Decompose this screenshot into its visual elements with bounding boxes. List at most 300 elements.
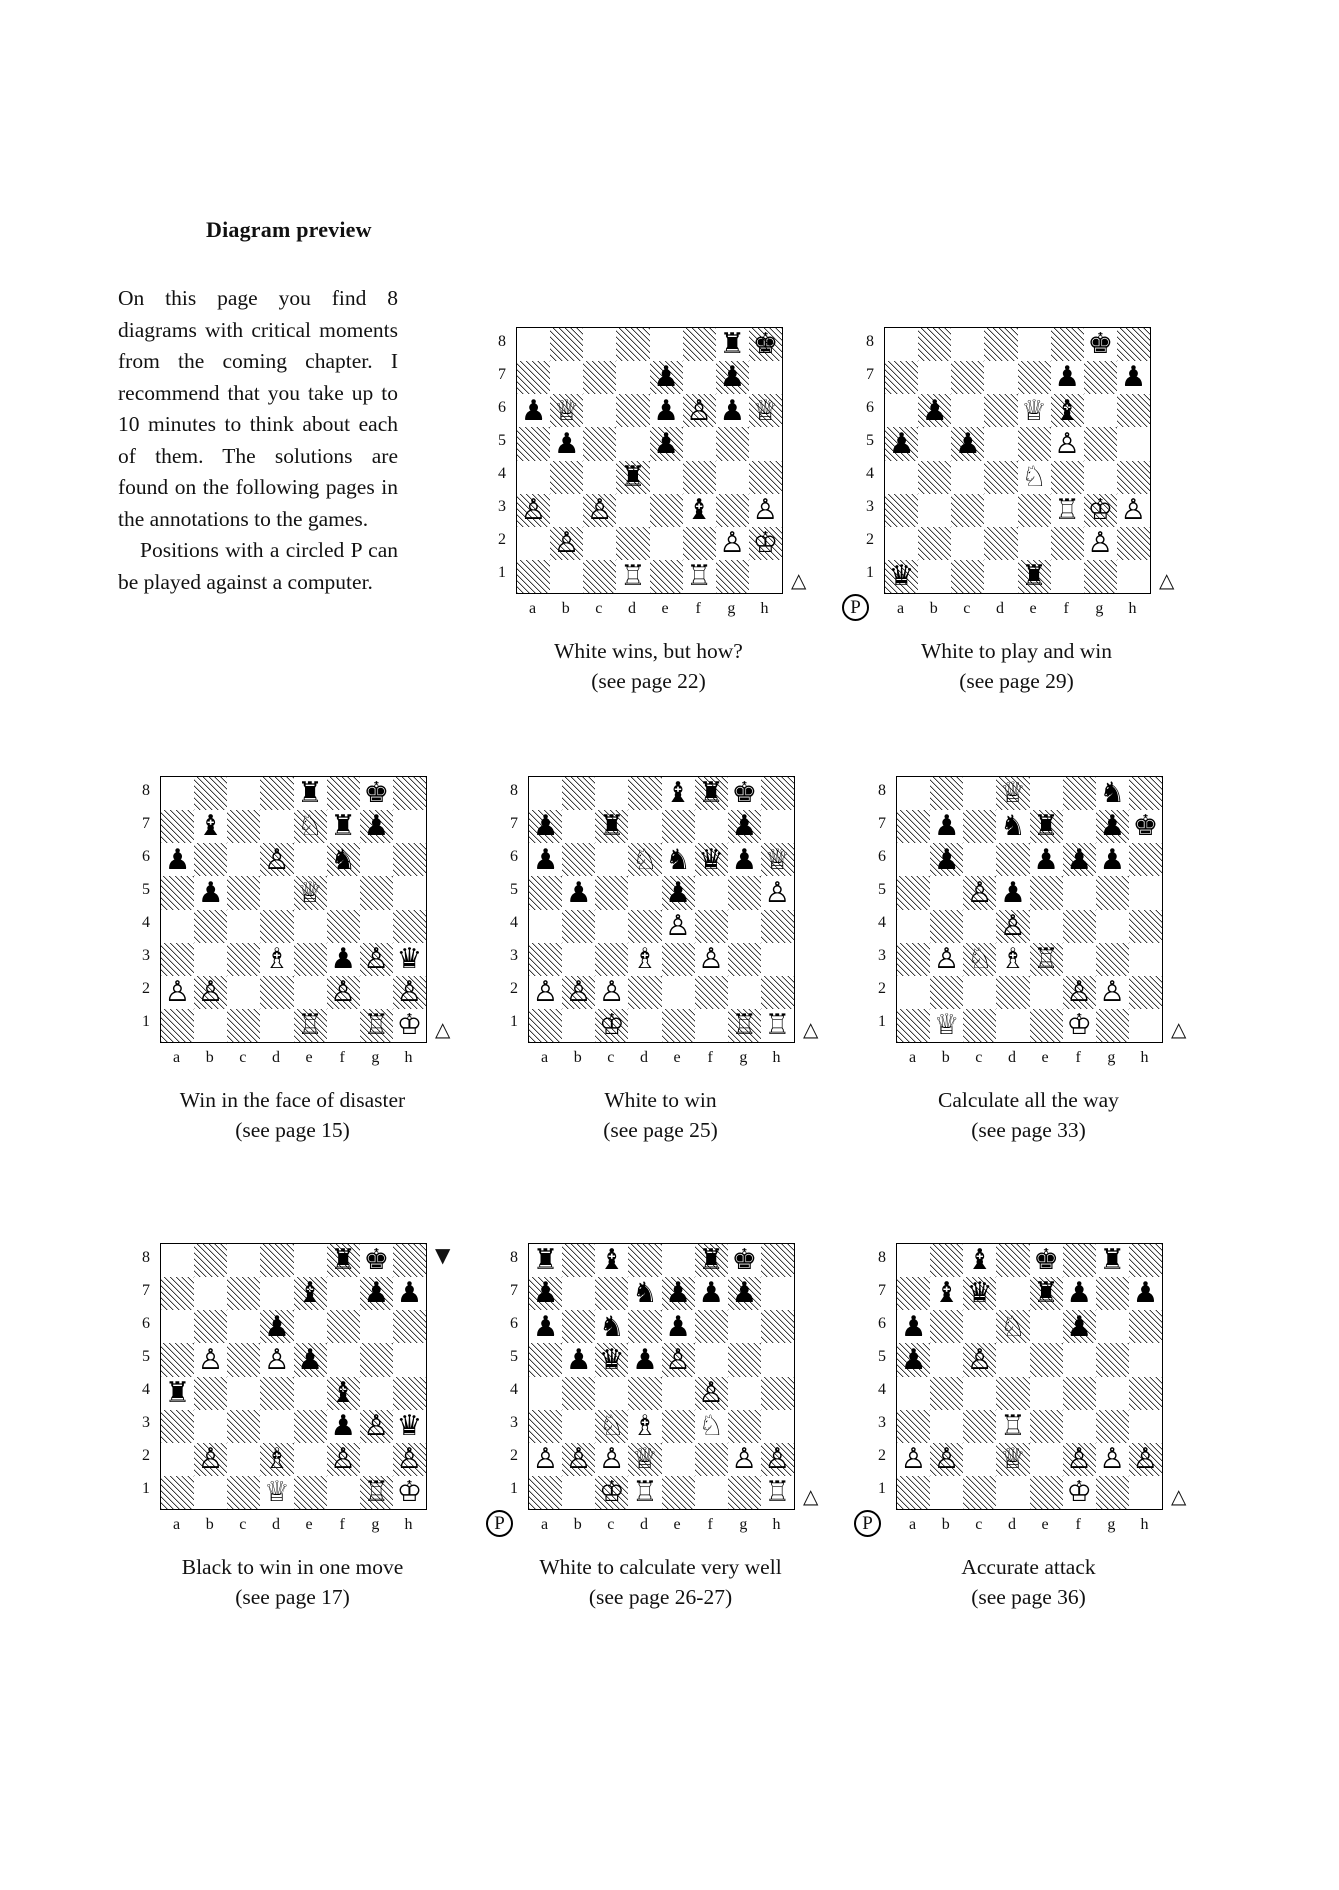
board-square-d4 xyxy=(984,461,1017,494)
board-square-g8 xyxy=(716,328,749,361)
board-square-h5 xyxy=(393,1343,426,1376)
board-square-e2 xyxy=(1018,527,1051,560)
board-square-f3 xyxy=(327,1410,360,1443)
board-square-g2 xyxy=(1096,1443,1129,1476)
board-square-a3 xyxy=(161,1410,194,1443)
board-square-f8 xyxy=(695,1244,728,1277)
rank-label-7: 7 xyxy=(510,814,518,832)
chess-piece-white-d3: ♗ xyxy=(632,1408,658,1442)
rank-label-4: 4 xyxy=(142,914,150,932)
board-square-g1 xyxy=(728,1476,761,1509)
board-square-g4 xyxy=(728,910,761,943)
chess-piece-white-f2: ♙ xyxy=(330,975,356,1009)
board-square-g5 xyxy=(1084,427,1117,460)
chess-piece-white-h5: ♙ xyxy=(764,875,791,909)
board-square-a2 xyxy=(529,1443,562,1476)
board-square-h7 xyxy=(393,1277,426,1310)
board-square-d8 xyxy=(616,328,649,361)
chess-piece-black-g8: ♚ xyxy=(1087,327,1114,361)
file-label-a: a xyxy=(909,1049,917,1066)
board-square-c1 xyxy=(227,1476,260,1509)
board-square-d3 xyxy=(996,943,1029,976)
board-square-h8 xyxy=(393,777,426,810)
board-square-h3 xyxy=(749,494,782,527)
chess-piece-black-d4: ♜ xyxy=(620,459,646,493)
board-square-b8 xyxy=(550,328,583,361)
chess-piece-white-a2: ♙ xyxy=(900,1442,927,1476)
board-square-f6 xyxy=(1063,1310,1096,1343)
board-square-b3 xyxy=(930,1410,963,1443)
board-square-f8 xyxy=(327,1244,360,1277)
board-square-f3 xyxy=(683,494,716,527)
file-label-h: h xyxy=(1140,1049,1149,1066)
board-square-e6 xyxy=(294,1310,327,1343)
file-label-e: e xyxy=(1041,1049,1049,1066)
file-label-g: g xyxy=(1095,600,1104,617)
board-square-e6 xyxy=(1018,394,1051,427)
chess-piece-white-g2: ♙ xyxy=(1087,526,1114,560)
chess-board xyxy=(160,776,427,1043)
board-square-h7 xyxy=(749,361,782,394)
board-square-c8 xyxy=(963,777,996,810)
rank-label-2: 2 xyxy=(878,980,886,998)
rank-label-6: 6 xyxy=(866,398,874,416)
board-square-d7 xyxy=(628,1277,661,1310)
board-square-c2 xyxy=(963,976,996,1009)
board-square-g3 xyxy=(1096,943,1129,976)
board-square-g1 xyxy=(1084,560,1117,593)
file-label-b: b xyxy=(573,1049,582,1066)
diagram-caption-page-ref: (see page 36) xyxy=(971,1585,1086,1609)
diagram-caption xyxy=(826,1552,1231,1612)
board-square-b7 xyxy=(194,810,227,843)
board-square-c6 xyxy=(963,843,996,876)
board-square-d7 xyxy=(260,1277,293,1310)
board-square-e8 xyxy=(662,777,695,810)
file-label-h: h xyxy=(404,1516,413,1533)
board-square-c5 xyxy=(595,876,628,909)
board-square-f2 xyxy=(695,976,728,1009)
board-square-c8 xyxy=(595,777,628,810)
board-square-f3 xyxy=(695,1410,728,1443)
board-square-e8 xyxy=(1030,777,1063,810)
board-square-c4 xyxy=(595,910,628,943)
board-square-c6 xyxy=(227,1310,260,1343)
chess-diagram xyxy=(142,776,451,1142)
board-square-e5 xyxy=(294,1343,327,1376)
board-square-a1 xyxy=(161,1476,194,1509)
board-square-h8 xyxy=(1129,777,1162,810)
file-label-g: g xyxy=(1107,1516,1116,1533)
board-square-a6 xyxy=(161,843,194,876)
board-square-f1 xyxy=(327,1009,360,1042)
board-square-f7 xyxy=(327,1277,360,1310)
rank-label-1: 1 xyxy=(142,1013,150,1031)
board-square-g3 xyxy=(1084,494,1117,527)
chess-piece-black-e7: ♟ xyxy=(653,360,679,394)
chess-piece-white-g1: ♖ xyxy=(731,1008,758,1042)
white-to-move-marker: △ xyxy=(435,1017,451,1041)
chess-board xyxy=(516,327,783,594)
chess-piece-white-e7: ♘ xyxy=(297,809,323,843)
board-square-a8 xyxy=(885,328,918,361)
chess-piece-black-a6: ♟ xyxy=(532,842,559,876)
board-square-e5 xyxy=(294,876,327,909)
file-label-e: e xyxy=(305,1516,313,1533)
rank-label-7: 7 xyxy=(866,365,874,383)
chess-piece-white-c3: ♙ xyxy=(587,492,613,526)
board-square-b2 xyxy=(930,976,963,1009)
board-square-h5 xyxy=(393,876,426,909)
board-square-h3 xyxy=(1129,943,1162,976)
board-square-a1 xyxy=(897,1476,930,1509)
rank-label-8: 8 xyxy=(142,1248,150,1266)
chess-piece-white-f6: ♙ xyxy=(686,393,712,427)
board-square-f5 xyxy=(1063,1343,1096,1376)
board-square-d6 xyxy=(260,1310,293,1343)
rank-label-2: 2 xyxy=(866,531,874,549)
board-square-b1 xyxy=(930,1009,963,1042)
board-square-b6 xyxy=(550,394,583,427)
chess-piece-white-g2: ♙ xyxy=(719,526,746,560)
board-square-a8 xyxy=(161,777,194,810)
board-square-f4 xyxy=(695,910,728,943)
board-square-c6 xyxy=(951,394,984,427)
board-square-c1 xyxy=(583,560,616,593)
chess-piece-white-g1: ♖ xyxy=(363,1008,390,1042)
white-to-move-marker: △ xyxy=(803,1017,819,1041)
board-square-a1 xyxy=(161,1009,194,1042)
chess-piece-black-b7: ♟ xyxy=(933,809,960,843)
board-square-a3 xyxy=(529,1410,562,1443)
chess-piece-white-f1: ♔ xyxy=(1066,1475,1092,1509)
board-square-b5 xyxy=(194,876,227,909)
chess-piece-white-g1: ♖ xyxy=(363,1475,390,1509)
chess-piece-white-h2: ♙ xyxy=(396,975,423,1009)
rank-label-7: 7 xyxy=(142,814,150,832)
board-square-g3 xyxy=(1096,1410,1129,1443)
board-square-d3 xyxy=(984,494,1017,527)
chess-piece-black-c7: ♜ xyxy=(599,809,625,843)
board-square-a7 xyxy=(897,810,930,843)
board-square-e4 xyxy=(662,1377,695,1410)
board-square-c1 xyxy=(963,1009,996,1042)
chess-piece-black-a1: ♛ xyxy=(888,559,915,593)
diagram-caption-title: White to win xyxy=(604,1088,717,1112)
file-label-d: d xyxy=(639,1049,648,1066)
board-square-d8 xyxy=(260,777,293,810)
board-square-d4 xyxy=(628,910,661,943)
rank-label-2: 2 xyxy=(510,980,518,998)
board-square-g4 xyxy=(1096,1377,1129,1410)
file-label-c: c xyxy=(975,1049,983,1066)
board-square-a1 xyxy=(885,560,918,593)
board-square-d2 xyxy=(996,976,1029,1009)
diagram-caption xyxy=(446,636,851,696)
board-square-d6 xyxy=(996,1310,1029,1343)
board-square-b4 xyxy=(930,910,963,943)
board-square-d5 xyxy=(628,876,661,909)
white-to-move-marker: △ xyxy=(791,568,807,592)
board-square-b6 xyxy=(194,843,227,876)
board-square-d7 xyxy=(996,1277,1029,1310)
board-square-a7 xyxy=(897,1277,930,1310)
board-square-h5 xyxy=(1129,1343,1162,1376)
file-label-a: a xyxy=(897,600,905,617)
chess-piece-white-g2: ♙ xyxy=(1099,1442,1126,1476)
chess-piece-black-e5: ♟ xyxy=(653,426,679,460)
board-square-b5 xyxy=(562,876,595,909)
chess-piece-white-h1: ♔ xyxy=(396,1475,423,1509)
board-square-b7 xyxy=(930,1277,963,1310)
board-square-a6 xyxy=(529,843,562,876)
board-square-h5 xyxy=(1129,876,1162,909)
board-square-h2 xyxy=(761,1443,794,1476)
board-square-a4 xyxy=(897,910,930,943)
board-square-b8 xyxy=(562,777,595,810)
board-square-g8 xyxy=(728,1244,761,1277)
diagram-caption-page-ref: (see page 17) xyxy=(235,1585,350,1609)
board-square-c8 xyxy=(227,1244,260,1277)
rank-label-4: 4 xyxy=(510,1381,518,1399)
board-square-e5 xyxy=(1030,876,1063,909)
chess-diagram xyxy=(510,776,819,1142)
board-square-h7 xyxy=(1117,361,1150,394)
rank-label-6: 6 xyxy=(142,847,150,865)
rank-label-1: 1 xyxy=(498,564,506,582)
board-square-c3 xyxy=(963,1410,996,1443)
board-square-e4 xyxy=(294,1377,327,1410)
chess-piece-black-d6: ♟ xyxy=(264,1309,290,1343)
board-square-h7 xyxy=(393,810,426,843)
board-square-a4 xyxy=(885,461,918,494)
board-square-c3 xyxy=(227,943,260,976)
file-label-d: d xyxy=(271,1516,280,1533)
rank-label-2: 2 xyxy=(510,1447,518,1465)
chess-piece-white-f2: ♙ xyxy=(1066,975,1092,1009)
board-square-a4 xyxy=(161,1377,194,1410)
rank-label-8: 8 xyxy=(866,332,874,350)
board-square-d3 xyxy=(616,494,649,527)
chess-piece-black-e6: ♟ xyxy=(653,393,679,427)
board-square-h1 xyxy=(761,1476,794,1509)
chess-piece-white-b2: ♙ xyxy=(565,975,592,1009)
chess-piece-black-f8: ♜ xyxy=(698,1243,724,1277)
rank-label-1: 1 xyxy=(878,1013,886,1031)
chess-piece-white-f2: ♙ xyxy=(1066,1442,1092,1476)
playable-vs-computer-badge: P xyxy=(854,1510,881,1537)
chess-piece-black-a6: ♟ xyxy=(532,1309,559,1343)
board-square-d1 xyxy=(628,1009,661,1042)
board-square-d2 xyxy=(260,976,293,1009)
board-square-f4 xyxy=(327,910,360,943)
board-square-e3 xyxy=(294,943,327,976)
board-square-e8 xyxy=(650,328,683,361)
chess-piece-black-f7: ♟ xyxy=(698,1276,724,1310)
board-square-d2 xyxy=(984,527,1017,560)
board-square-d6 xyxy=(628,1310,661,1343)
board-square-g1 xyxy=(1096,1009,1129,1042)
board-square-d4 xyxy=(996,910,1029,943)
board-square-e6 xyxy=(662,1310,695,1343)
chess-piece-black-a5: ♟ xyxy=(888,426,915,460)
chess-piece-white-h1: ♖ xyxy=(764,1475,791,1509)
board-square-h2 xyxy=(749,527,782,560)
board-square-b1 xyxy=(562,1476,595,1509)
board-square-b6 xyxy=(194,1310,227,1343)
board-square-c4 xyxy=(963,910,996,943)
chess-piece-white-c3: ♘ xyxy=(967,941,993,975)
board-square-g5 xyxy=(360,876,393,909)
chess-piece-black-h7: ♟ xyxy=(1132,1276,1159,1310)
board-square-f8 xyxy=(1063,777,1096,810)
board-square-h2 xyxy=(761,976,794,1009)
board-square-g4 xyxy=(360,910,393,943)
board-square-f2 xyxy=(683,527,716,560)
rank-label-2: 2 xyxy=(498,531,506,549)
diagram-caption-page-ref: (see page 22) xyxy=(591,669,706,693)
chess-piece-white-e6: ♕ xyxy=(1021,393,1047,427)
board-square-c5 xyxy=(595,1343,628,1376)
chess-piece-black-e5: ♟ xyxy=(297,1342,323,1376)
chess-piece-white-d4: ♙ xyxy=(1000,908,1026,942)
board-square-b4 xyxy=(550,461,583,494)
file-label-f: f xyxy=(695,600,701,617)
board-square-f1 xyxy=(695,1476,728,1509)
file-label-g: g xyxy=(727,600,736,617)
chess-piece-white-b5: ♙ xyxy=(197,1342,224,1376)
board-square-a6 xyxy=(885,394,918,427)
diagram-caption-title: White to play and win xyxy=(920,639,1113,663)
board-square-g1 xyxy=(1096,1476,1129,1509)
board-square-g2 xyxy=(716,527,749,560)
board-square-b5 xyxy=(550,427,583,460)
board-square-h8 xyxy=(761,1244,794,1277)
board-square-a1 xyxy=(517,560,550,593)
board-square-g3 xyxy=(716,494,749,527)
diagram-caption-page-ref: (see page 15) xyxy=(235,1118,350,1142)
file-label-g: g xyxy=(739,1516,748,1533)
board-square-f8 xyxy=(695,777,728,810)
diagram-caption xyxy=(826,1085,1231,1145)
board-square-f1 xyxy=(695,1009,728,1042)
file-label-d: d xyxy=(995,600,1004,617)
chess-piece-white-d1: ♖ xyxy=(620,559,646,593)
board-square-a1 xyxy=(529,1476,562,1509)
board-square-e2 xyxy=(1030,1443,1063,1476)
file-label-b: b xyxy=(561,600,570,617)
board-square-h7 xyxy=(1129,1277,1162,1310)
chess-piece-white-b2: ♙ xyxy=(197,975,224,1009)
board-square-e6 xyxy=(650,394,683,427)
board-square-e8 xyxy=(662,1244,695,1277)
rank-label-8: 8 xyxy=(878,1248,886,1266)
board-square-h8 xyxy=(1129,1244,1162,1277)
board-square-a5 xyxy=(161,876,194,909)
board-square-e2 xyxy=(294,1443,327,1476)
board-square-a3 xyxy=(897,1410,930,1443)
chess-piece-black-g8: ♞ xyxy=(1099,776,1126,810)
rank-label-1: 1 xyxy=(878,1480,886,1498)
chess-diagram xyxy=(850,327,1175,693)
file-label-f: f xyxy=(1075,1516,1081,1533)
board-square-e8 xyxy=(294,1244,327,1277)
board-square-h4 xyxy=(749,461,782,494)
board-square-f7 xyxy=(695,1277,728,1310)
chess-piece-black-a4: ♜ xyxy=(164,1375,191,1409)
board-square-b4 xyxy=(918,461,951,494)
board-square-b8 xyxy=(930,777,963,810)
board-square-b2 xyxy=(562,976,595,1009)
board-square-d5 xyxy=(260,1343,293,1376)
white-to-move-marker: △ xyxy=(1171,1484,1187,1508)
board-square-f2 xyxy=(1051,527,1084,560)
chess-piece-white-h6: ♕ xyxy=(752,393,779,427)
board-square-c3 xyxy=(951,494,984,527)
board-square-b2 xyxy=(194,1443,227,1476)
board-square-e1 xyxy=(1030,1476,1063,1509)
board-square-c8 xyxy=(595,1244,628,1277)
board-square-d6 xyxy=(628,843,661,876)
board-square-f8 xyxy=(327,777,360,810)
board-square-d8 xyxy=(628,1244,661,1277)
file-label-f: f xyxy=(707,1049,713,1066)
chess-piece-black-f8: ♜ xyxy=(330,1243,356,1277)
playable-vs-computer-badge: P xyxy=(842,594,869,621)
rank-label-3: 3 xyxy=(142,947,150,965)
board-square-f4 xyxy=(1063,1377,1096,1410)
chess-piece-white-c1: ♔ xyxy=(599,1008,625,1042)
board-square-c3 xyxy=(227,1410,260,1443)
board-square-f2 xyxy=(327,1443,360,1476)
file-label-d: d xyxy=(1007,1516,1016,1533)
diagram-caption xyxy=(814,636,1219,696)
board-square-c3 xyxy=(595,943,628,976)
board-square-e3 xyxy=(662,943,695,976)
chess-piece-white-g2: ♙ xyxy=(1099,975,1126,1009)
board-square-g7 xyxy=(1096,1277,1129,1310)
chess-piece-black-g8: ♜ xyxy=(719,327,746,361)
file-label-e: e xyxy=(661,600,669,617)
rank-label-5: 5 xyxy=(142,880,150,898)
board-square-h4 xyxy=(393,1377,426,1410)
chess-piece-black-b6: ♟ xyxy=(921,393,948,427)
board-square-h4 xyxy=(761,910,794,943)
file-label-c: c xyxy=(607,1049,615,1066)
file-label-b: b xyxy=(941,1516,950,1533)
board-square-b2 xyxy=(918,527,951,560)
board-square-e7 xyxy=(1018,361,1051,394)
chess-piece-black-c5: ♟ xyxy=(955,426,981,460)
board-square-c5 xyxy=(951,427,984,460)
board-square-c7 xyxy=(227,1277,260,1310)
board-square-c2 xyxy=(595,976,628,1009)
board-square-c4 xyxy=(595,1377,628,1410)
board-square-b6 xyxy=(562,1310,595,1343)
chess-piece-black-c8: ♝ xyxy=(599,1243,625,1277)
board-square-h5 xyxy=(1117,427,1150,460)
rank-label-1: 1 xyxy=(510,1013,518,1031)
board-square-a6 xyxy=(529,1310,562,1343)
board-square-f7 xyxy=(683,361,716,394)
chess-piece-black-e5: ♟ xyxy=(665,875,691,909)
chess-piece-black-d7: ♞ xyxy=(1000,809,1026,843)
board-square-a7 xyxy=(885,361,918,394)
diagram-caption-title: Win in the face of disaster xyxy=(179,1088,406,1112)
board-square-c5 xyxy=(583,427,616,460)
board-square-e7 xyxy=(1030,1277,1063,1310)
board-square-c7 xyxy=(595,810,628,843)
